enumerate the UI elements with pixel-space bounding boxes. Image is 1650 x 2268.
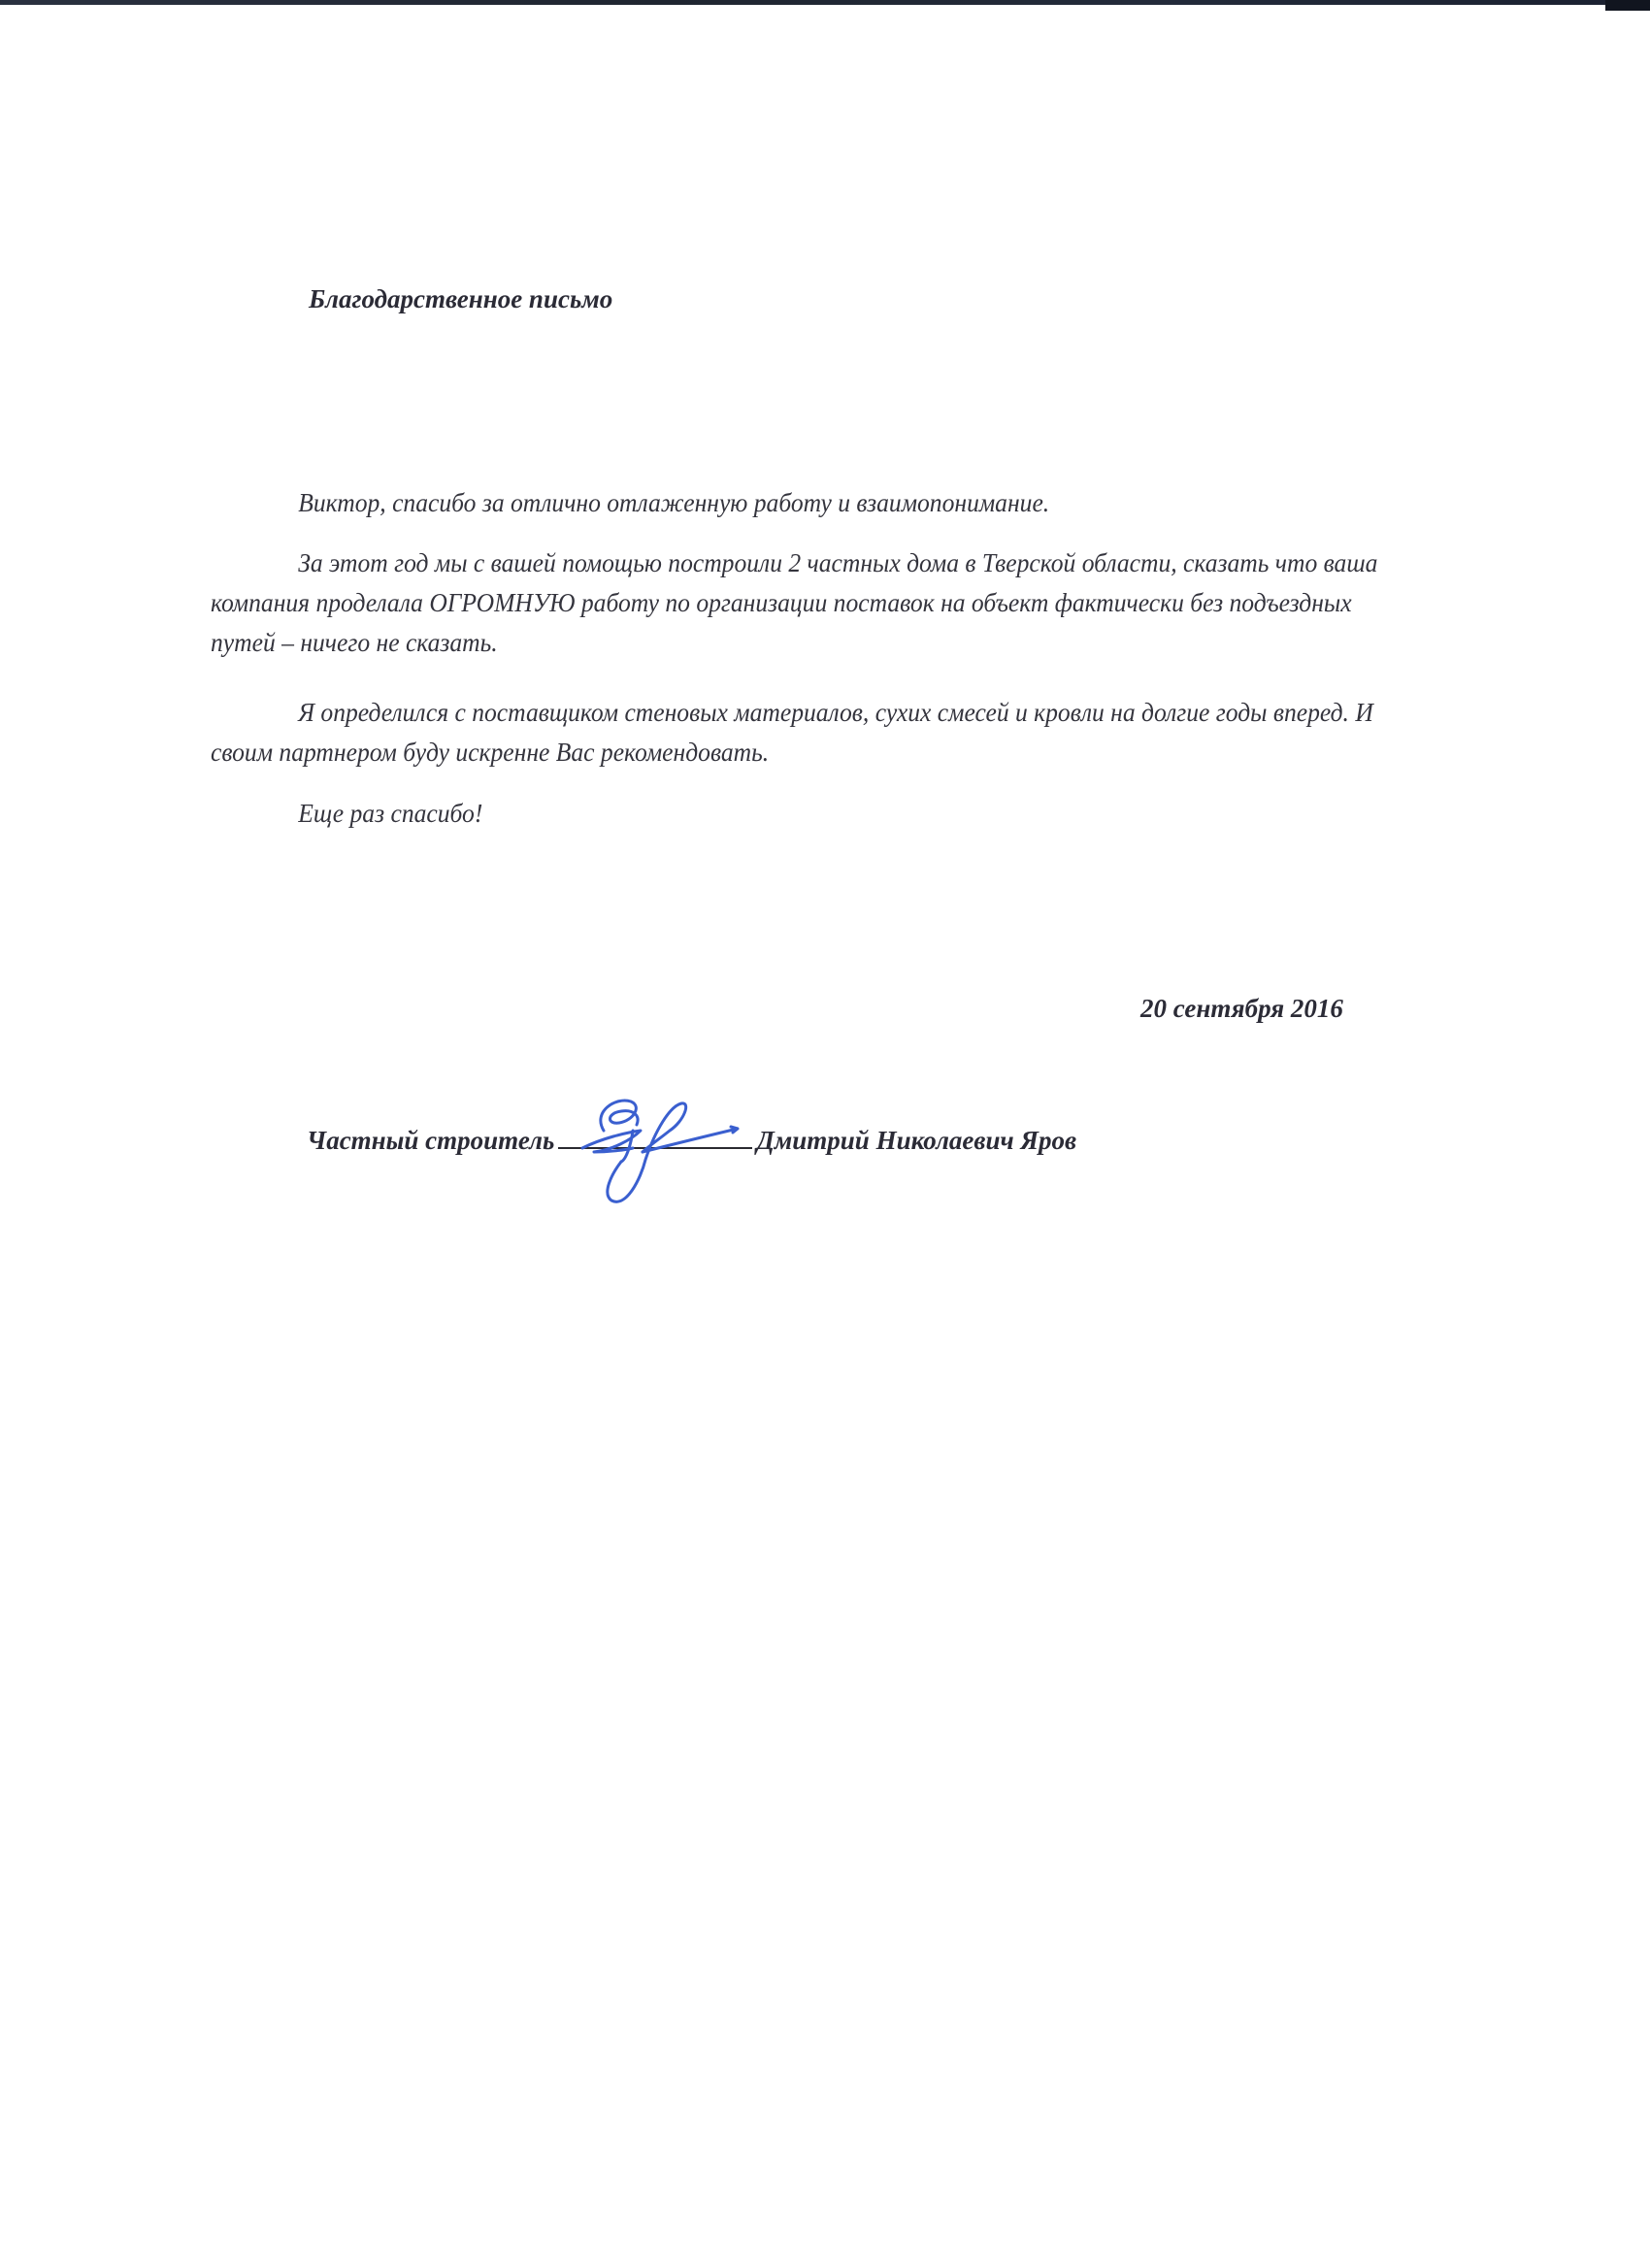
paragraph-text: Еще раз спасибо!	[298, 798, 483, 828]
signatory-role: Частный строитель	[307, 1126, 555, 1155]
letter-paragraph-2	[211, 542, 1393, 662]
letter-closing	[211, 793, 1393, 833]
letter-title: Благодарственное письмо	[309, 284, 613, 313]
letter-paragraph-1	[211, 482, 1393, 522]
letter-paragraph-3	[211, 692, 1393, 772]
scan-corner-mark	[1605, 0, 1650, 11]
paragraph-text: Виктор, спасибо за отлично отлаженную работу и взаимопонимание.	[298, 487, 1050, 517]
signatory-name: Дмитрий Николаевич Яров	[756, 1126, 1077, 1155]
paragraph-text: Я определился с поставщиком стеновых материалов, сухих смесей и кровли на долгие годы вперед. И своим партнером буду искренне Вас рекомендовать.	[211, 697, 1373, 767]
handwritten-signature	[573, 1092, 767, 1208]
scan-edge-top	[0, 0, 1650, 5]
letter-date: 20 сентября 2016	[1140, 994, 1343, 1023]
paragraph-text: За этот год мы с вашей помощью построили 2 частных дома в Тверской области, сказать что ваша компания проделала ОГРОМНУЮ работу по организации поставок на объект фактически без подъездных путей – ничего не сказать.	[211, 547, 1378, 657]
